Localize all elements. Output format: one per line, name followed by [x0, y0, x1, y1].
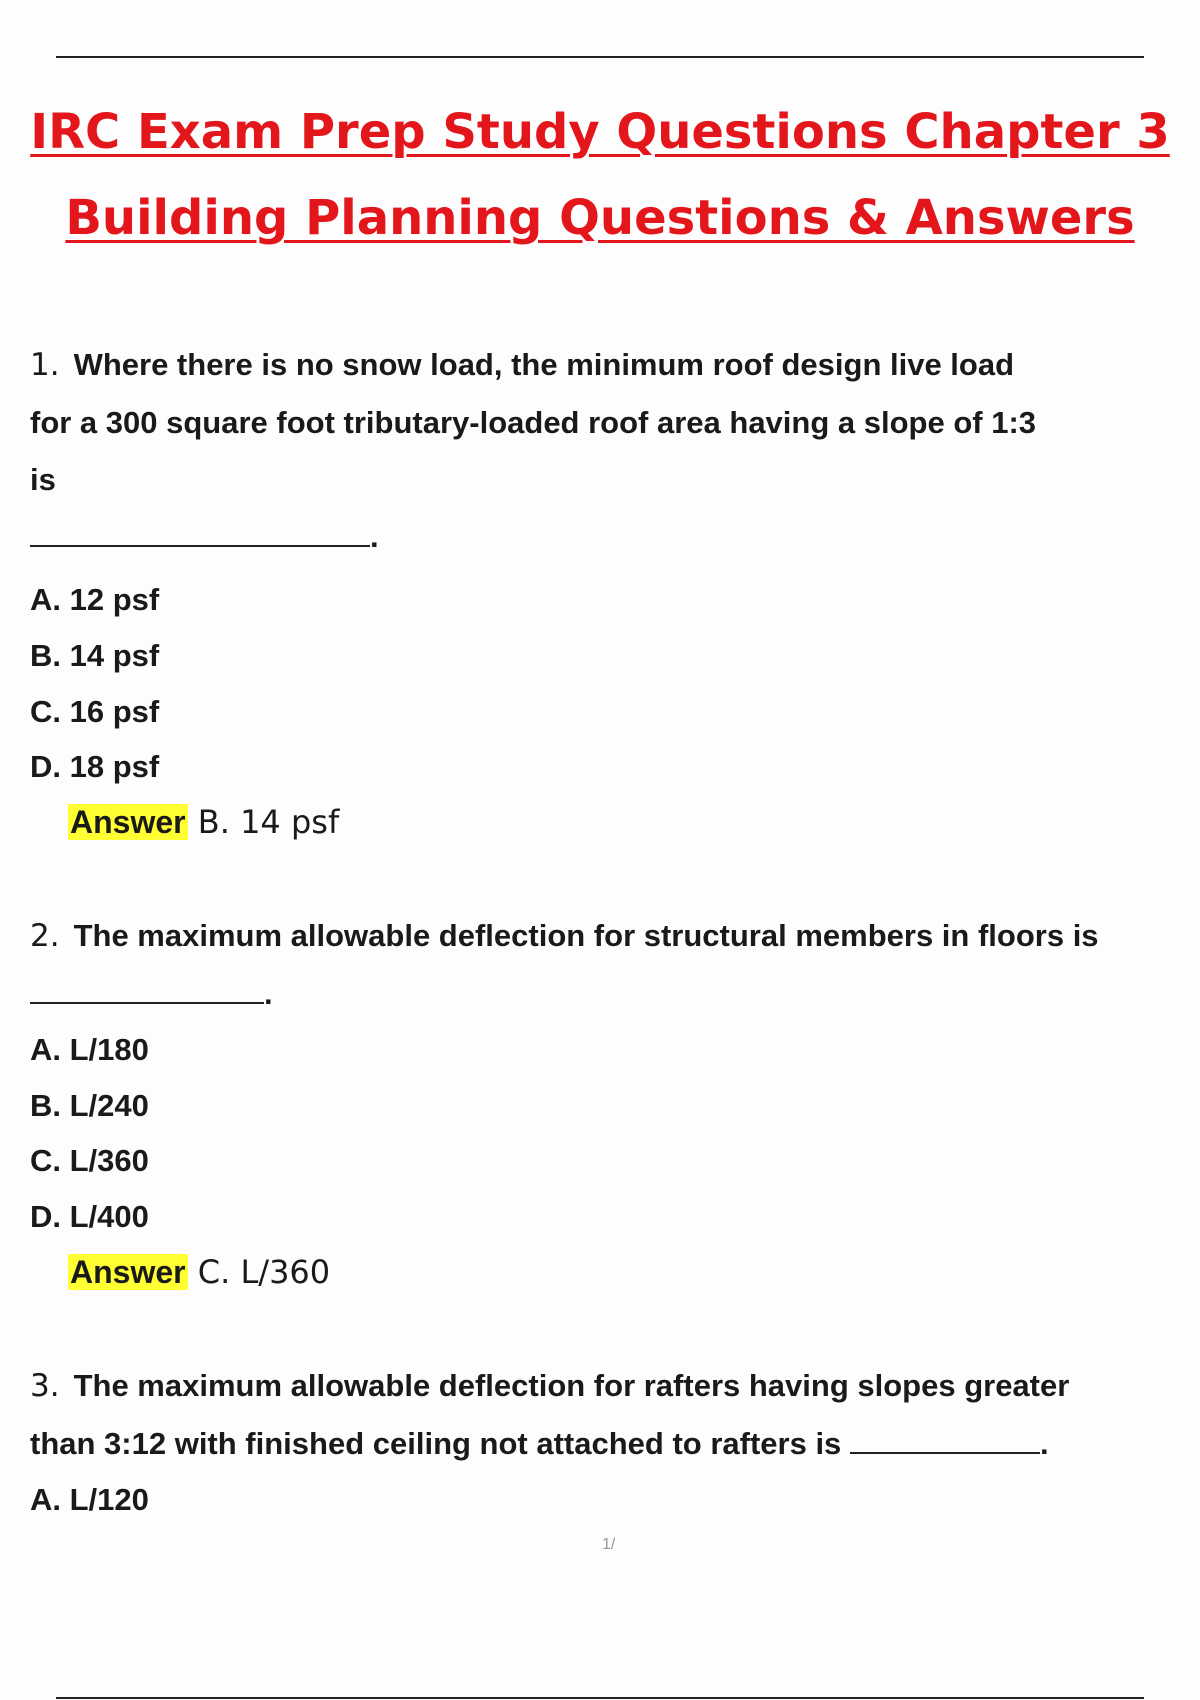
title-line-2: Building Planning Questions & Answers — [65, 190, 1135, 246]
question-1-line-1: 1. Where there is no snow load, the minimum roof design live load — [30, 347, 1015, 383]
question-1-text — [30, 336, 1170, 565]
question-2-option-b: B. L/240 — [30, 1088, 149, 1123]
answer-label: Answer — [70, 804, 186, 840]
question-3-line-2: than 3:12 with finished ceiling not attached to rafters is . — [30, 1426, 1049, 1461]
answer-value: C. L/360 — [197, 1253, 331, 1291]
question-1-option-c: C. 16 psf — [30, 694, 160, 729]
question-1-option-d: D. 18 psf — [30, 749, 160, 784]
bottom-rule — [56, 1697, 1144, 1699]
answer-label: Answer — [70, 1254, 186, 1290]
question-2-blank: . — [30, 965, 1170, 1022]
question-1-option-a: A. 12 psf — [30, 582, 160, 617]
answer-value: B. 14 psf — [197, 803, 340, 841]
question-3-option-a: A. L/120 — [30, 1482, 149, 1517]
top-rule — [56, 56, 1144, 58]
question-1-line-2: for a 300 square foot tributary-loaded roof area having a slope of 1:3 — [30, 405, 1037, 440]
question-2-option-c: C. L/360 — [30, 1143, 149, 1178]
question-2-option-a: A. L/180 — [30, 1032, 149, 1067]
page-number: 1/ — [602, 1536, 616, 1553]
question-1-answer — [68, 803, 339, 841]
question-2-option-d: D. L/400 — [30, 1199, 149, 1234]
question-1-option-b: B. 14 psf — [30, 638, 160, 673]
question-3-text — [30, 1357, 1170, 1472]
question-2-line-1: 2. The maximum allowable deflection for structural members in floors is — [30, 918, 1099, 954]
question-1-blank: . — [30, 508, 1170, 565]
question-1-line-3: is — [30, 462, 56, 497]
question-2-text — [30, 907, 1170, 1022]
question-3-line-1: 3. The maximum allowable deflection for rafters having slopes greater — [30, 1368, 1070, 1404]
title-line-1: IRC Exam Prep Study Questions Chapter 3 — [30, 104, 1170, 160]
question-2-answer — [68, 1253, 330, 1291]
